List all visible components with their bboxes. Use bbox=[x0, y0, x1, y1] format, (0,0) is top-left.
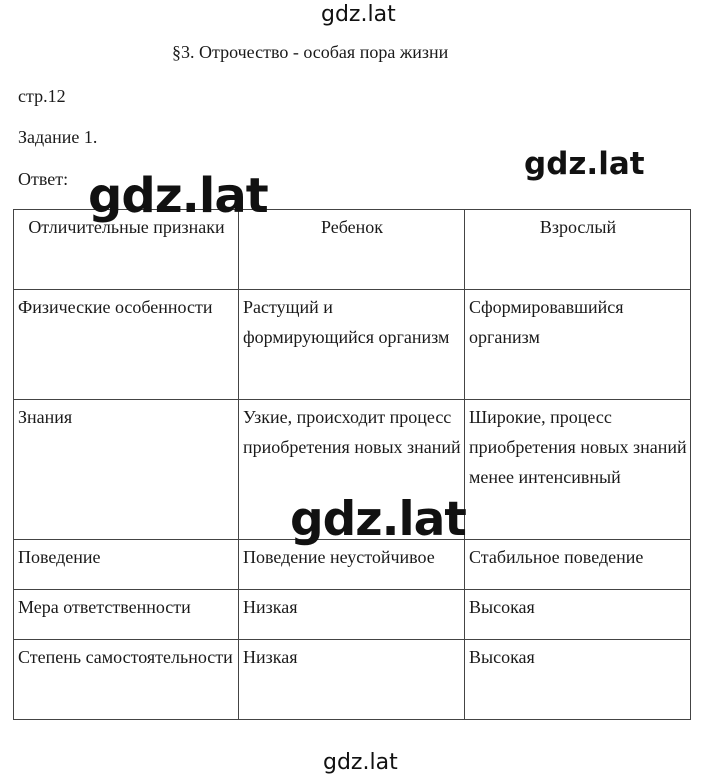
header-cell-features: Отличительные признаки bbox=[14, 210, 239, 290]
page-reference: стр.12 bbox=[18, 86, 66, 106]
header-cell-child: Ребенок bbox=[239, 210, 465, 290]
table-cell: Поведение bbox=[14, 540, 239, 590]
answer-label: Ответ: bbox=[18, 169, 69, 189]
watermark-overlay-left: gdz.lat bbox=[88, 168, 268, 224]
table-cell: Поведение неустойчивое bbox=[239, 540, 465, 590]
table-row bbox=[14, 590, 691, 640]
table-cell: Узкие, происходит процесс приобретения новых знаний bbox=[239, 400, 465, 540]
table-cell: Мера ответственности bbox=[14, 590, 239, 640]
table-cell: Широкие, процесс приобретения новых знаний менее интенсивный bbox=[465, 400, 691, 540]
section-title: §3. Отрочество - особая пора жизни bbox=[172, 42, 449, 62]
watermark-overlay-center: gdz.lat bbox=[290, 492, 466, 547]
table-row bbox=[14, 290, 691, 400]
task-label: Задание 1. bbox=[18, 127, 98, 147]
table-cell: Низкая bbox=[239, 590, 465, 640]
table-row bbox=[14, 640, 691, 720]
watermark-overlay-right: gdz.lat bbox=[524, 146, 645, 182]
table-row bbox=[14, 540, 691, 590]
table-cell: Высокая bbox=[465, 590, 691, 640]
table-cell: Стабильное поведение bbox=[465, 540, 691, 590]
watermark-top: gdz.lat bbox=[321, 2, 396, 27]
table-cell: Сформировавшийся организм bbox=[465, 290, 691, 400]
table-cell: Знания bbox=[14, 400, 239, 540]
table-cell: Степень самостоятельности bbox=[14, 640, 239, 720]
header-cell-adult: Взрослый bbox=[465, 210, 691, 290]
table-cell: Низкая bbox=[239, 640, 465, 720]
watermark-bottom: gdz.lat bbox=[323, 750, 398, 775]
table-cell: Физические особенности bbox=[14, 290, 239, 400]
table-cell: Высокая bbox=[465, 640, 691, 720]
comparison-table bbox=[13, 209, 691, 720]
table-cell: Растущий и формирующийся организм bbox=[239, 290, 465, 400]
